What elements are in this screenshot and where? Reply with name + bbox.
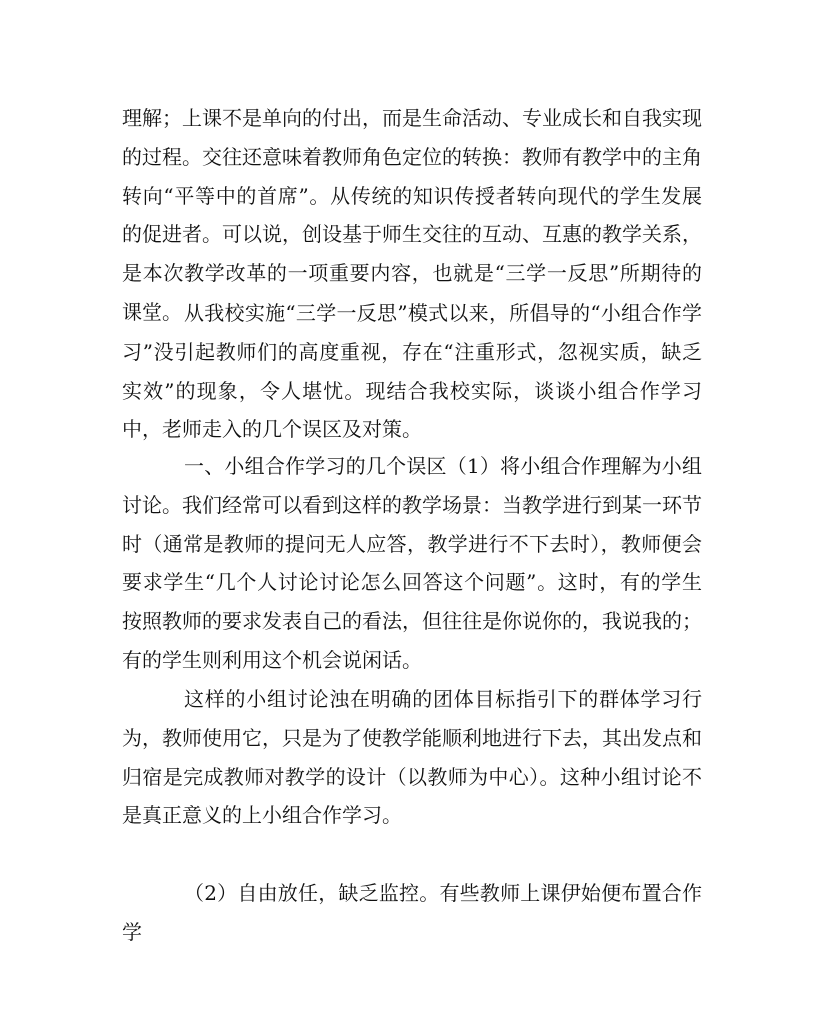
paragraph-5: （2）自由放任，缺乏监控。有些教师上课伊始便布置合作学 xyxy=(122,881,702,944)
paragraph-1: 理解；上课不是单向的付出，而是生命活动、专业成长和自我实现的过程。交往还意味着教师角色定位的转换：教师有教学中的主角转向“平等中的首席”。从传统的知识传授者转向现代的学生发展的促进者。可以说，创设基于师生交往的互动、互惠的教学关系，是本次教学改革的一项重要内容，也就是“三学一反思”所期待的课堂。 xyxy=(122,106,702,324)
paragraph-3: 一、小组合作学习的几个误区（1）将小组合作理解为小组讨论。我们经常可以看到这样的教学场景：当教学进行到某一环节时（通常是教师的提问无人应答，教学进行不下去时），教师便会要求学生“几个人讨论讨论怎么回答这个问题”。这时，有的学生按照教师的要求发表自己的看法，但往往是你说你的，我说我的；有的学生则利用这个机会说闲话。 xyxy=(122,454,702,672)
paragraph-4: 这样的小组讨论浊在明确的团体目标指引下的群体学习行为，教师使用它，只是为了使教学能顺利地进行下去，其出发点和归宿是完成教师对教学的设计（以教师为中心）。这种小组讨论不是真正意义的上小组合作学习。 xyxy=(122,687,702,828)
paragraph-2: 从我校实施“三学一反思”模式以来，所倡导的“小组合作学习”没引起教师们的高度重视，存在“注重形式，忽视实质，缺乏实效”的现象，令人堪忧。现结合我校实际，谈谈小组合作学习中，老师走入的几个误区及对策。 xyxy=(122,301,702,442)
